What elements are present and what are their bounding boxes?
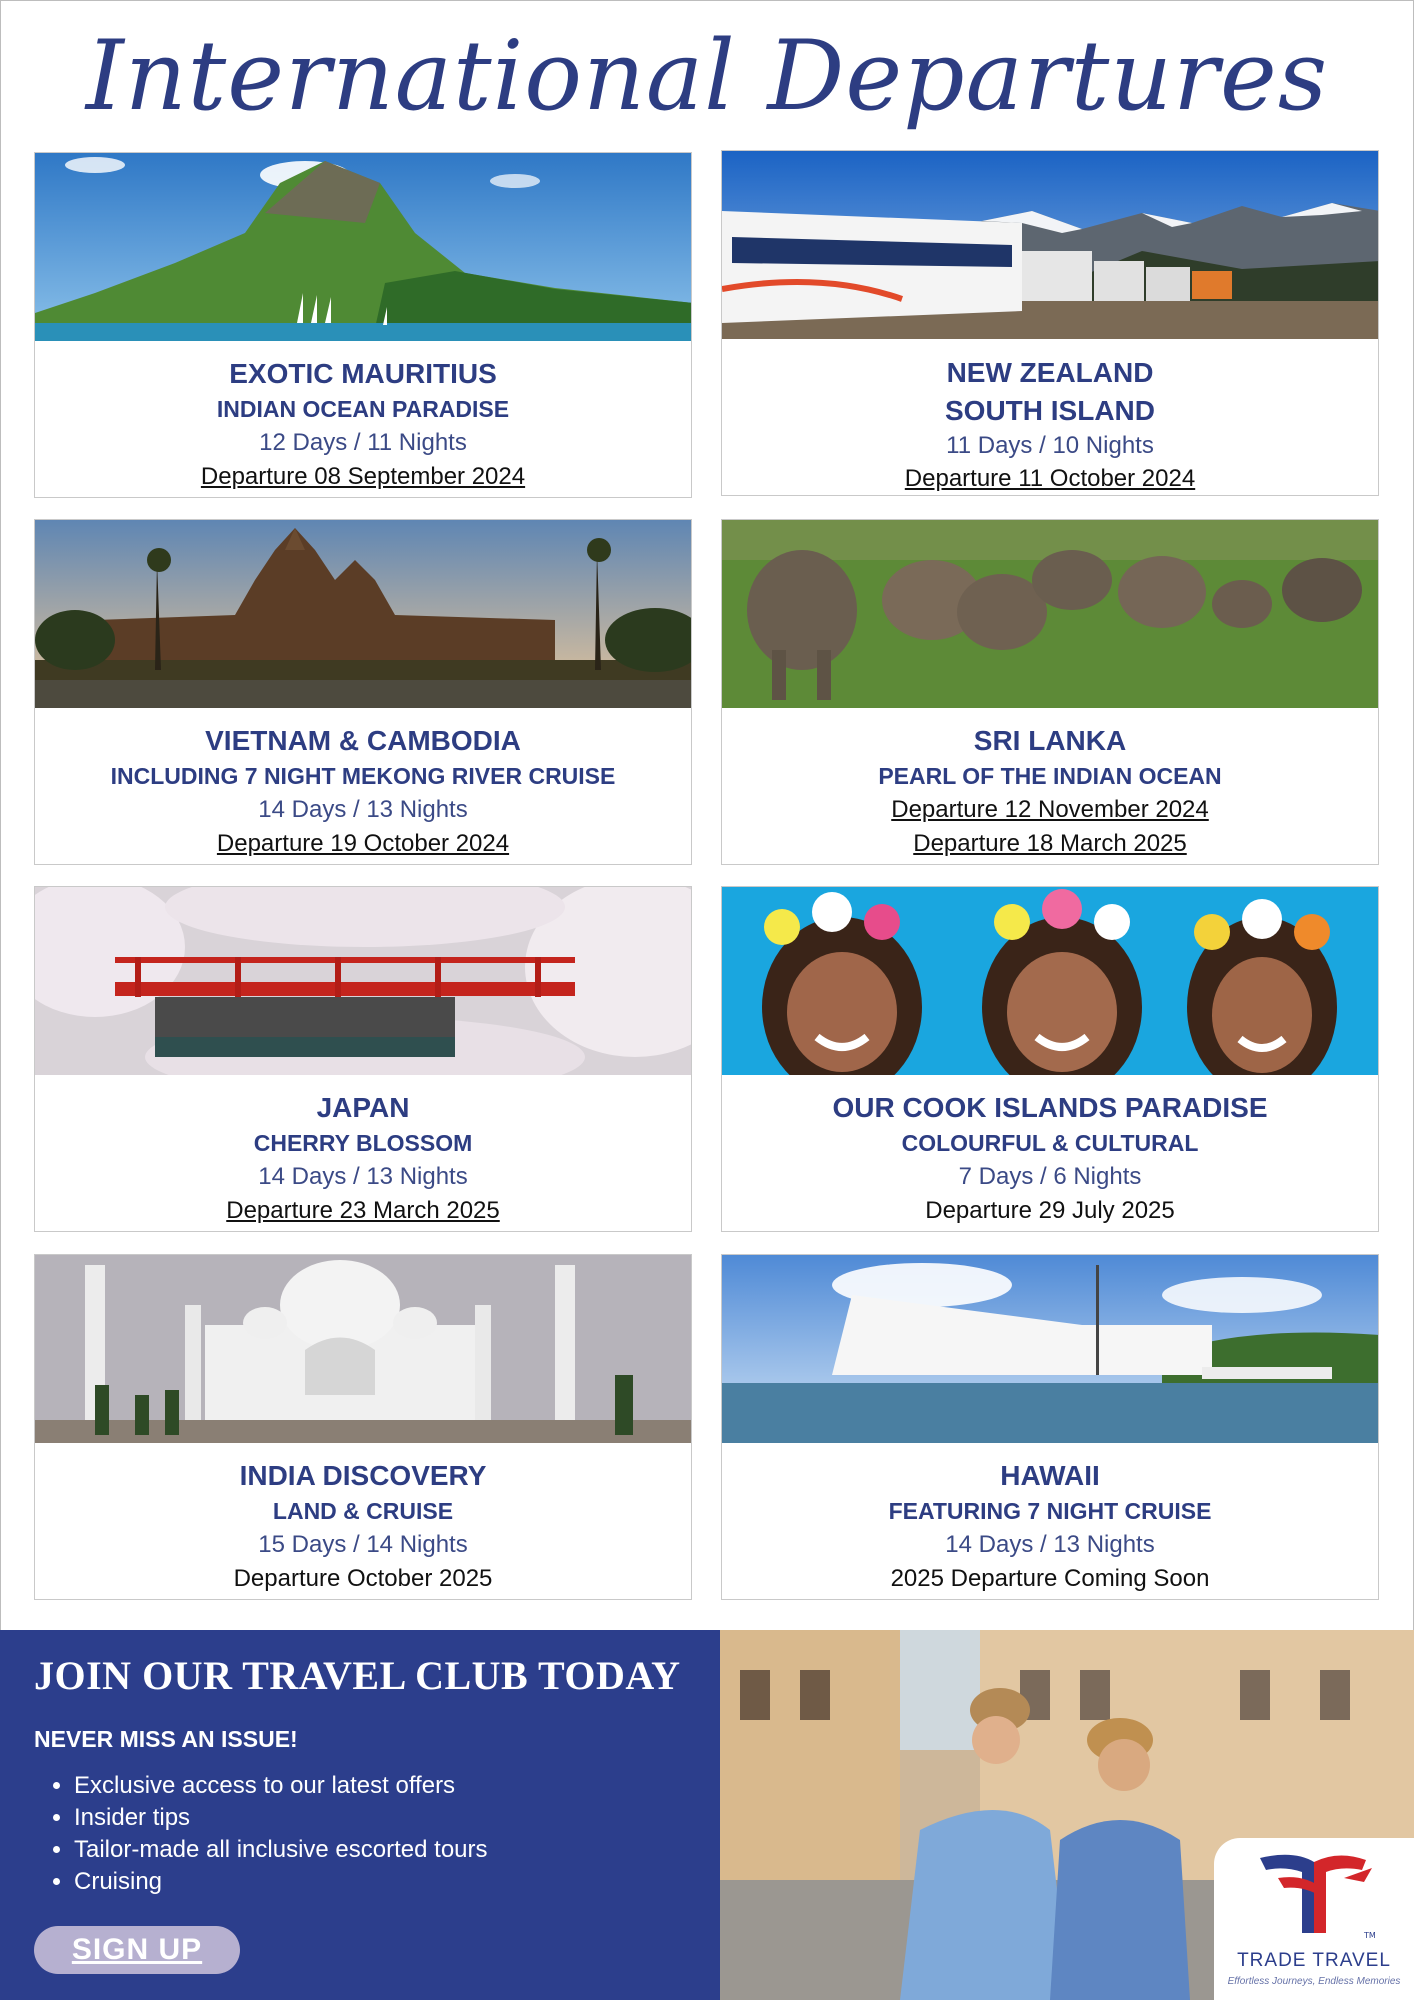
tour-subtitle: PEARL OF THE INDIAN OCEAN xyxy=(878,763,1222,789)
tour-card-vietnam-cambodia[interactable] xyxy=(34,519,692,865)
elephants-photo xyxy=(722,520,1379,708)
tour-duration: 7 Days / 6 Nights xyxy=(958,1163,1142,1190)
pearl-harbor-memorial-photo xyxy=(722,1255,1379,1443)
departure-link[interactable]: Departure 18 March 2025 xyxy=(913,830,1187,857)
promo-subheading: NEVER MISS AN ISSUE! xyxy=(34,1726,298,1752)
tour-card-sri-lanka[interactable] xyxy=(721,519,1379,865)
angkor-wat-photo xyxy=(35,520,692,708)
tour-card-india[interactable] xyxy=(34,1254,692,1600)
departure-link[interactable]: Departure 19 October 2024 xyxy=(216,830,510,857)
travel-club-panel xyxy=(0,1630,720,2000)
departure-link[interactable]: Departure 23 March 2025 xyxy=(226,1197,500,1224)
departure-text: 2025 Departure Coming Soon xyxy=(890,1565,1210,1592)
trade-travel-logo xyxy=(1214,1838,1414,2000)
list-item: • Cruising xyxy=(74,1866,488,1898)
tour-card-cook-islands[interactable] xyxy=(721,886,1379,1232)
logo-tagline: Effortless Journeys, Endless Memories xyxy=(1227,1976,1401,1987)
tour-duration: 14 Days / 13 Nights xyxy=(258,1163,468,1190)
list-item: • Insider tips xyxy=(74,1802,488,1834)
list-item: • Tailor-made all inclusive escorted tours xyxy=(74,1834,488,1866)
new-zealand-photo xyxy=(722,151,1379,339)
tour-name: OUR COOK ISLANDS PARADISE xyxy=(832,1092,1268,1123)
tour-name: INDIA DISCOVERY xyxy=(239,1460,487,1491)
departure-link[interactable]: Departure 11 October 2024 xyxy=(904,465,1196,492)
tour-card-japan[interactable] xyxy=(34,886,692,1232)
tour-duration: 14 Days / 13 Nights xyxy=(258,796,468,823)
tour-duration: 15 Days / 14 Nights xyxy=(258,1531,468,1558)
tour-card-mauritius[interactable] xyxy=(34,152,692,498)
page-title: International Departures xyxy=(85,20,1329,132)
tour-subtitle: FEATURING 7 NIGHT CRUISE xyxy=(888,1498,1212,1524)
tour-duration: 11 Days / 10 Nights xyxy=(946,432,1154,459)
trade-travel-logo-icon xyxy=(1214,1838,1414,1948)
departure-link[interactable]: Departure 08 September 2024 xyxy=(200,463,526,490)
cook-islands-girls-photo xyxy=(722,887,1379,1075)
benefits-list xyxy=(34,1770,488,1898)
taj-mahal-photo xyxy=(35,1255,692,1443)
departure-text: Departure 29 July 2025 xyxy=(925,1197,1175,1224)
tour-name-line-2: SOUTH ISLAND xyxy=(945,395,1155,426)
cherry-blossom-bridge-photo xyxy=(35,887,692,1075)
list-item: • Exclusive access to our latest offers xyxy=(74,1770,488,1802)
tour-name: HAWAII xyxy=(1000,1460,1100,1491)
svg-text:TM: TM xyxy=(1364,1931,1376,1940)
tour-name: NEW ZEALAND xyxy=(946,357,1154,388)
tour-name: JAPAN xyxy=(316,1092,410,1123)
promo-headline: JOIN OUR TRAVEL CLUB TODAY xyxy=(34,1653,681,1698)
tour-card-hawaii[interactable] xyxy=(721,1254,1379,1600)
tour-duration: 14 Days / 13 Nights xyxy=(945,1531,1155,1558)
tour-duration: 12 Days / 11 Nights xyxy=(259,429,467,456)
tour-card-new-zealand[interactable] xyxy=(721,150,1379,496)
tour-subtitle: COLOURFUL & CULTURAL xyxy=(901,1130,1199,1156)
tour-subtitle: INCLUDING 7 NIGHT MEKONG RIVER CRUISE xyxy=(110,763,616,789)
logo-name: TRADE TRAVEL xyxy=(1237,1950,1391,1971)
tour-subtitle: INDIAN OCEAN PARADISE xyxy=(216,396,510,422)
mauritius-photo xyxy=(35,153,692,341)
tour-name: SRI LANKA xyxy=(973,725,1127,756)
tour-subtitle: LAND & CRUISE xyxy=(272,1498,454,1524)
departure-text: Departure October 2025 xyxy=(233,1565,493,1592)
tour-subtitle: CHERRY BLOSSOM xyxy=(253,1130,473,1156)
tour-name: VIETNAM & CAMBODIA xyxy=(205,725,521,756)
sign-up-button[interactable]: SIGN UP xyxy=(34,1926,240,1974)
departure-link[interactable]: Departure 12 November 2024 xyxy=(891,796,1209,823)
tour-name: EXOTIC MAURITIUS xyxy=(229,358,497,389)
